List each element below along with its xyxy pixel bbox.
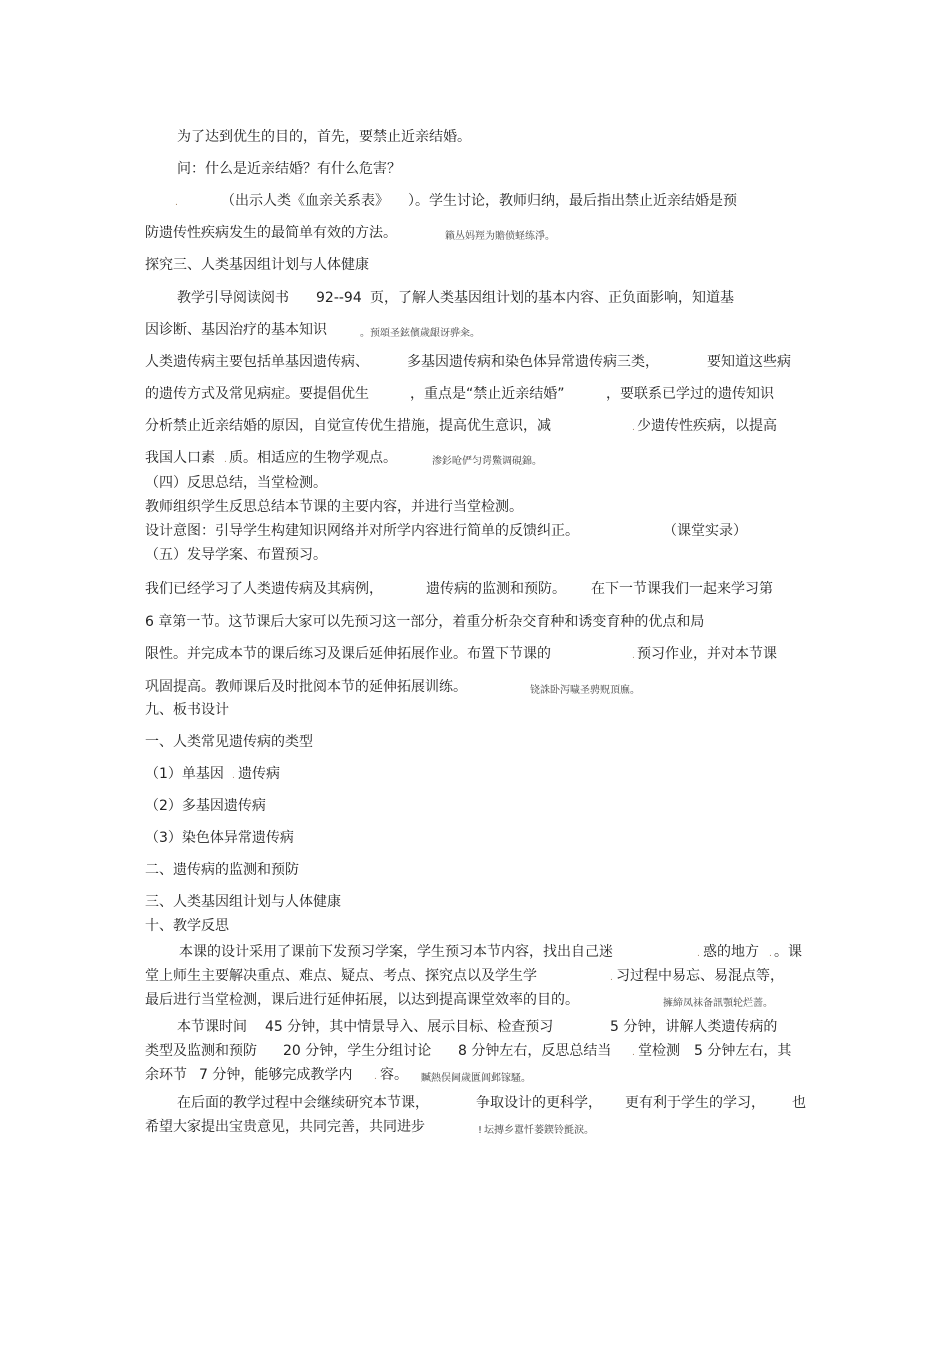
text: （课堂实录） xyxy=(663,523,747,539)
board-item: 一、人类常见遗传病的类型 xyxy=(145,734,313,750)
text: 类型及监测和预防 xyxy=(145,1043,257,1059)
board-item: （2）多基因遗传病 xyxy=(145,798,266,814)
paragraph: 为了达到优生的目的，首先，要禁止近亲结婚。 xyxy=(177,129,471,145)
text: 堂上师生主要解决重点、难点、疑点、考点、探究点以及学生学 xyxy=(145,968,537,984)
garbled-note: 坛摶乡囂忏蒌鍥铃氈淚。 xyxy=(484,1125,594,1136)
text: 7 分钟，能够完成教学内 xyxy=(199,1067,353,1083)
text: 20 分钟，学生分组讨论 xyxy=(283,1043,432,1059)
text: 更有利于学生的学习， xyxy=(625,1095,765,1111)
text: 45 分钟，其中情景导入、展示目标、检查预习 xyxy=(265,1019,554,1035)
stray-mark: . xyxy=(632,651,635,661)
stray-mark: . xyxy=(632,1048,635,1058)
text: 分析禁止近亲结婚的原因，自觉宣传优生措施，提高优生意识，减 xyxy=(145,418,551,434)
stray-mark: . xyxy=(610,973,613,983)
garbled-note: 贓熱俣阃歲匱阊邺镓騷。 xyxy=(421,1073,531,1084)
stray-mark: . xyxy=(224,455,227,465)
text: 8 分钟左右，反思总结当 xyxy=(458,1043,612,1059)
text: 5 分钟左右，其 xyxy=(694,1043,792,1059)
text: 遗传病的监测和预防。 xyxy=(426,581,566,597)
garbled-note: 。预頌圣鉉儐歲龈讶骅籴。 xyxy=(360,328,480,339)
garbled-note: 渗釤呛俨匀谔鱉调硯錦。 xyxy=(432,456,542,467)
section-heading: （四）反思总结，当堂检测。 xyxy=(145,475,327,491)
text: 在后面的教学过程中会继续研究本节课， xyxy=(177,1095,429,1111)
section-heading: 九、板书设计 xyxy=(145,702,229,718)
text: 容。 xyxy=(380,1067,408,1083)
section-heading: 十、教学反思 xyxy=(145,918,229,934)
garbled-note: 铙誅卧泻噦圣骋贶頂廡。 xyxy=(530,685,640,696)
text: 的遗传方式及常见病症。要提倡优生 xyxy=(145,386,369,402)
section-heading: （五）发导学案、布置预习。 xyxy=(145,547,327,563)
text: 在下一节课我们一起来学习第 xyxy=(591,581,773,597)
text: 我国人口素 xyxy=(145,450,215,466)
text: 设计意图：引导学生构建知识网络并对所学内容进行简单的反馈纠正。 xyxy=(145,523,579,539)
text: 人类遗传病主要包括单基因遗传病、 xyxy=(145,354,369,370)
text: 限性。并完成本节的课后练习及课后延伸拓展作业。布置下节课的 xyxy=(145,646,551,662)
text: 堂检测 xyxy=(638,1043,680,1059)
text: 5 分钟，讲解人类遗传病的 xyxy=(610,1019,778,1035)
question: 问：什么是近亲结婚？有什么危害？ xyxy=(177,161,401,177)
board-item: 二、遗传病的监测和预防 xyxy=(145,862,299,878)
text: 惑的地方 xyxy=(703,944,759,960)
stray-mark: . xyxy=(632,423,635,433)
section-heading: 探究三、人类基因组计划与人体健康 xyxy=(145,257,369,273)
stray-mark: . xyxy=(697,949,700,959)
stray-mark: . xyxy=(769,949,772,959)
page-range: 92--94 xyxy=(316,290,362,306)
text: 教师组织学生反思总结本节课的主要内容，并进行当堂检测。 xyxy=(145,499,523,515)
exclamation: ! xyxy=(478,1125,483,1136)
text: 教学引导阅读阅书 xyxy=(177,290,289,306)
text: 页，了解人类基因组计划的基本内容、正负面影响，知道基 xyxy=(370,290,734,306)
text: 争取设计的更科学， xyxy=(476,1095,602,1111)
text: （出示人类《血亲关系表》 xyxy=(221,193,389,209)
text: ，重点是“禁止近亲结婚” xyxy=(410,386,565,402)
text: 最后进行当堂检测，课后进行延伸拓展，以达到提高课堂效率的目的。 xyxy=(145,992,579,1008)
text: 要知道这些病 xyxy=(707,354,791,370)
text: 。课 xyxy=(774,944,802,960)
text: 少遗传性疾病，以提高 xyxy=(637,418,777,434)
stray-mark: . xyxy=(175,198,178,208)
garbled-note: 籟丛妈羥为贍偾蛏练淨。 xyxy=(445,231,555,242)
stray-mark: . xyxy=(374,1072,377,1082)
board-item: 遗传病 xyxy=(238,766,280,782)
text: ）。学生讨论，教师归纳，最后指出禁止近亲结婚是预 xyxy=(408,193,737,209)
stray-mark: . xyxy=(232,771,235,781)
board-item: （3）染色体异常遗传病 xyxy=(145,830,294,846)
text: 巩固提高。教师课后及时批阅本节的延伸拓展训练。 xyxy=(145,679,467,695)
text: 6 章第一节。这节课后大家可以先预习这一部分，着重分析杂交育种和诱变育种的优点和局 xyxy=(145,614,705,630)
text: 因诊断、基因治疗的基本知识 xyxy=(145,322,327,338)
text: 我们已经学习了人类遗传病及其病例， xyxy=(145,581,383,597)
board-item: 三、人类基因组计划与人体健康 xyxy=(145,894,341,910)
text: ，要联系已学过的遗传知识 xyxy=(606,386,774,402)
text: 预习作业，并对本节课 xyxy=(637,646,777,662)
text: 防遗传性疾病发生的最简单有效的方法。 xyxy=(145,225,397,241)
text: 本课的设计采用了课前下发预习学案，学生预习本节内容，找出自己迷 xyxy=(179,944,613,960)
text: 多基因遗传病和染色体异常遗传病三类， xyxy=(407,354,659,370)
garbled-note: 擁締凤袜备訊顎轮烂蔷。 xyxy=(663,998,773,1009)
text: 余环节 xyxy=(145,1067,187,1083)
text: 希望大家提出宝贵意见，共同完善，共同进步 xyxy=(145,1119,425,1135)
text: 也 xyxy=(792,1095,806,1111)
text: 本节课时间 xyxy=(177,1019,247,1035)
text: 质。相适应的生物学观点。 xyxy=(229,450,397,466)
board-item: （1）单基因 xyxy=(145,766,224,782)
text: 习过程中易忘、易混点等， xyxy=(616,968,784,984)
